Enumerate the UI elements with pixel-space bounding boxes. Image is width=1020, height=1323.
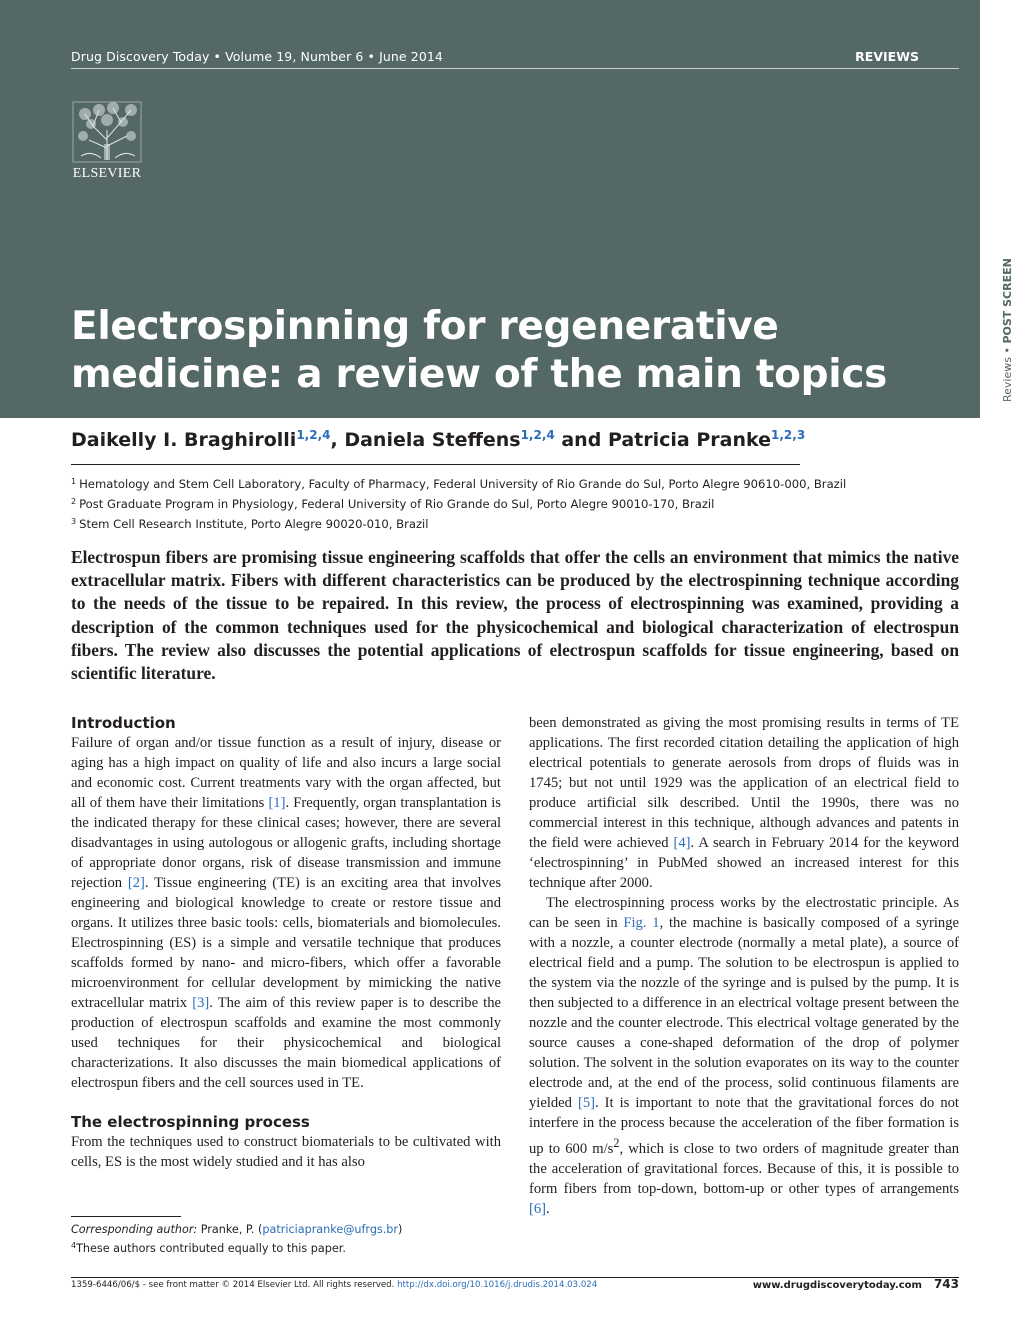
affiliation-list <box>71 473 846 533</box>
intro-paragraph <box>71 733 501 1093</box>
left-column <box>71 713 501 1172</box>
body-text: . Tissue engineering (TE) is an exciting area that involves engineering and biological knowledge to create or restore tissue and organs. It utilizes three basic tools: cells, biomaterials and biomolecules. Electrospinning (ES) is a simple and versatile technique that produces scaffolds formed by nano- and micro-fibers, which offer a favorable microenvironment for cellular development by mimicking the native extracellular matrix <box>71 875 501 1011</box>
author-separator: and <box>554 429 608 451</box>
citation-link[interactable]: [4] <box>673 835 691 851</box>
journal-citation: Drug Discovery Today • Volume 19, Number 6 • June 2014 <box>71 49 443 64</box>
body-text: The electrospinning process works by the electrostatic principle. As can be seen in <box>529 895 959 931</box>
citation-link[interactable]: [6] <box>529 1200 547 1217</box>
header-banner <box>0 0 980 418</box>
author-list <box>71 428 805 451</box>
figure-link[interactable]: Fig. 1 <box>623 915 660 931</box>
issn-text: 1359-6446/06/$ - see front matter © 2014 Elsevier Ltd. All rights reserved. <box>71 1280 398 1290</box>
affiliation-number: 2 <box>71 497 77 506</box>
body-text: . <box>546 1200 550 1217</box>
author-rule <box>71 464 800 465</box>
history-paragraph <box>529 713 959 893</box>
affiliation-text: Stem Cell Research Institute, Porto Alegre 90020-010, Brazil <box>79 517 429 531</box>
header-rule <box>71 68 959 69</box>
equal-contribution-note <box>71 1238 402 1257</box>
body-text: . The aim of this review paper is to describe the production of electrospun scaffolds and examine the most commonly used techniques for their physicochemical and biological characterizations. It also discusses the main biomedical applications of electrospun fibers and the cell sources used in TE. <box>71 995 501 1091</box>
side-label-plain: Reviews • <box>1001 343 1014 402</box>
side-section-label <box>1001 258 1014 402</box>
body-text: been demonstrated as giving the most promising results in terms of TE applications. The first recorded citation detailing the application of high electrical potentials to generate aerosols from drops of fluids was in 1745; but not until 1929 was the application of an electrical field to produce artificial silk described. Until the 1990s, there was no commercial interest in this technique, although advances and patents in the field were achieved <box>529 715 959 851</box>
affiliation-item <box>71 493 846 513</box>
side-label-bold: POST SCREEN <box>1001 258 1014 344</box>
paren-close: ) <box>398 1223 403 1236</box>
footnote-rule <box>71 1216 181 1217</box>
corresponding-author-note <box>71 1222 402 1238</box>
corresponding-name: Pranke, P. ( <box>197 1223 263 1236</box>
process-paragraph: From the techniques used to construct biomaterials to be cultivated with cells, ES is the most widely studied and it has also <box>71 1134 501 1170</box>
author-name: Daikelly I. Braghirolli <box>71 429 297 451</box>
title-line-2: medicine: a review of the main topics <box>71 352 888 397</box>
affiliation-text: Hematology and Stem Cell Laboratory, Faculty of Pharmacy, Federal University of Rio Grande do Sul, Porto Alegre 90610-000, Brazil <box>79 477 847 491</box>
author-name: Daniela Steffens <box>344 429 521 451</box>
publisher-logo-text: ELSEVIER <box>72 166 142 181</box>
footnote-text: These authors contributed equally to this paper. <box>76 1242 346 1255</box>
author-affil[interactable]: 1,2,4 <box>520 428 555 442</box>
affiliation-item <box>71 473 846 493</box>
affiliation-item <box>71 513 846 533</box>
abstract: Electrospun fibers are promising tissue engineering scaffolds that offer the cells an environment that mimics the native extracellular matrix. Fibers with different characteristics can be produced by the electrospinning technique according to the needs of the tissue to be repaired. In this review, the process of electrospinning was examined, providing a description of the common techniques used for the physicochemical and biological characterization of electrospun fibers. The review also discusses the potential applications of electrospun scaffolds for tissue engineering, based on scientific literature. <box>71 547 959 684</box>
affiliation-text: Post Graduate Program in Physiology, Federal University of Rio Grande do Sul, Porto Alegre 90010-170, Brazil <box>79 497 715 511</box>
author-affil[interactable]: 1,2,3 <box>771 428 806 442</box>
affiliation-number: 3 <box>71 517 77 526</box>
affiliation-number: 1 <box>71 477 77 486</box>
superscript: 2 <box>613 1136 620 1150</box>
body-text: , the machine is basically composed of a syringe with a nozzle, a counter electrode (normally a metal plate), a source of electrical field and a pump. The solution to be electrospun is applied to the system via the nozzle of the syringe and is pulsed by the pump. It is then subjected to a difference in an electrical voltage present between the nozzle and the counter electrode. This electrical voltage generated by the source causes a cone-shaped deformation of the drop of polymer solution. The solvent in the solution evaporates on its way to the counter electrode and, at the end of the process, solid continuous filaments are yielded <box>529 915 959 1111</box>
footnotes <box>71 1222 402 1257</box>
title-line-1: Electrospinning for regenerative <box>71 304 779 349</box>
email-link[interactable]: patriciapranke@ufrgs.br <box>262 1223 399 1236</box>
citation-link[interactable]: [5] <box>577 1095 595 1111</box>
citation-link[interactable]: [3] <box>192 995 210 1011</box>
footer-issn <box>71 1280 597 1290</box>
citation-link[interactable]: [1] <box>268 795 286 811</box>
footer-right <box>753 1277 959 1291</box>
footnote-number: 4 <box>71 1241 77 1250</box>
section-heading-process: The electrospinning process <box>71 1113 310 1131</box>
corresponding-label: Corresponding author: <box>71 1223 198 1236</box>
page-number: 743 <box>933 1277 959 1291</box>
section-heading-introduction: Introduction <box>71 714 176 732</box>
journal-site-link[interactable]: www.drugdiscoverytoday.com <box>752 1280 922 1291</box>
body-text: , which is close to two orders of magnitude greater than the acceleration of gravitational forces. Because of this, it is possible to form fibers from top-down, bottom-up or other types of arrangements <box>529 1140 959 1197</box>
author-name: Patricia Pranke <box>607 429 772 451</box>
section-tag: REVIEWS <box>855 49 919 64</box>
citation-link[interactable]: [2] <box>127 875 145 891</box>
body-text: . It is important to note that the gravitational forces do not interfere in the process because the acceleration of the fiber formation is up to 600 m/s <box>529 1095 959 1157</box>
body-text: Failure of organ and/or tissue function as a result of injury, disease or aging has a high impact on quality of life and also incurs a large social and economic cost. Current treatments vary with the organ affected, but all of them have their limitations <box>71 735 501 811</box>
body-text: . Frequently, organ transplantation is the indicated therapy for these clinical cases; however, there are several disadvantages in using autologous or allogenic grafts, including shortage of appropriate donor organs, risk of disease transmission and immune rejection <box>71 795 501 891</box>
body-text: . A search in February 2014 for the keyword ‘electrospinning’ in PubMed showed an increased interest for this technique after 2000. <box>529 835 959 891</box>
author-separator: , <box>330 429 345 451</box>
article-title <box>71 303 951 399</box>
doi-link[interactable]: http://dx.doi.org/10.1016/j.drudis.2014.03.024 <box>397 1280 598 1290</box>
principle-paragraph <box>529 893 959 1219</box>
right-column <box>529 713 959 1219</box>
author-affil[interactable]: 1,2,4 <box>296 428 331 442</box>
side-tab <box>980 60 1020 418</box>
